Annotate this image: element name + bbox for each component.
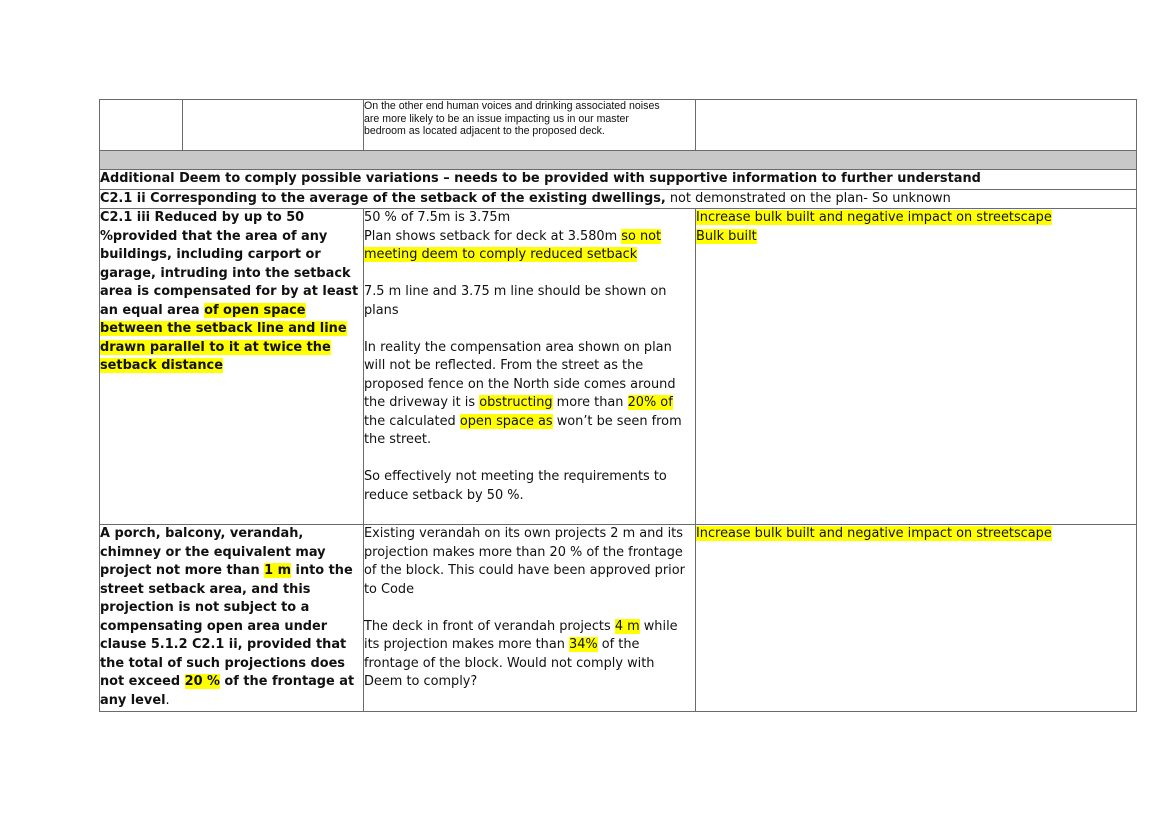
c21-ii-bold: C2.1 ii Corresponding to the average of the setback of the existing dwellings, [100,190,666,206]
c21-iii-criteria-text: C2.1 iii Reduced by up to 50 %provided that the area of any buildings, including carport or garage, intruding into the setback area is compensated for by at least an equal area [100,210,359,318]
noise-comment [364,100,696,151]
porch-row [100,525,1137,712]
grey-separator-row [100,151,1137,170]
porch-para2 [364,618,695,692]
c21-iii-para3 [364,339,695,450]
porch-para2-highlight-1: 4 m [614,618,640,634]
para3-text-a: In reality the compensation area shown on plan will not be reflected. From the street as the proposed fence on the North side comes around the driveway it is [364,339,676,410]
para3-text-d: won’t be seen from the street. [364,413,682,447]
porch-criteria-d: . [165,692,170,708]
para3-highlight-3: open space as [459,413,553,429]
porch-impact [696,525,1137,712]
c21-ii-row [100,189,1137,209]
porch-impact-highlight: Increase bulk built and negative impact on streetscape [696,526,1052,541]
porch-criteria [100,525,364,712]
empty-cell-b [183,100,364,151]
noise-line-3: bedroom as located adjacent to the proposed deck. [364,125,605,138]
additional-heading: Additional Deem to comply possible variations – needs to be provided with supportive information to further understand [100,170,1137,190]
c21-iii-line1: 50 % of 7.5m is 3.75m [364,210,511,225]
c21-iii-line2-text: Plan shows setback for deck at 3.580m [364,228,622,244]
porch-comment [364,525,696,712]
c21-iii-para4: So effectively not meeting the requirements to reduce setback by 50 %. [364,469,667,503]
porch-para2-a: The deck in front of verandah projects [364,618,615,634]
para3-text-b: more than [552,395,628,410]
noise-line-2: are more likely to be an issue impacting us in our master [364,112,629,125]
c21-iii-comment [364,209,696,525]
c21-iii-impact-line1 [696,209,1136,228]
c21-ii-cell [100,189,1137,209]
porch-para2-highlight-2: 34% [569,637,598,652]
porch-criteria-a: A porch, balcony, verandah, chimney or the equivalent may project not more than [100,526,326,578]
noise-line-1: On the other end human voices and drinking associated noises [364,100,660,112]
porch-para2-b: while its projection makes more than [364,618,678,652]
grey-band [100,151,1137,170]
porch-criteria-highlight-1: 1 m [264,563,292,578]
porch-para1: Existing verandah on its own projects 2 m and its projection makes more than 20 % of the frontage of the block. This could have been approved prior to Code [364,526,685,597]
c21-iii-para2: 7.5 m line and 3.75 m line should be shown on plans [364,284,667,318]
additional-heading-row [100,170,1137,190]
row-noise [100,100,1137,151]
empty-cell-a [100,100,183,151]
porch-criteria-c: of the frontage at any level [100,674,355,708]
c21-iii-criteria-highlight: of open space between the setback line and line drawn parallel to it at twice the setback distance [100,302,347,373]
c21-iii-row [100,209,1137,525]
c21-iii-criteria [100,209,364,525]
porch-criteria-b: into the street setback area, and this projection is not subject to a compensating open area under clause 5.1.2 C2.1 ii, provided that the total of such projections does not exceed [100,563,353,689]
c21-iii-impact-line2 [696,228,1136,247]
c21-iii-impact [696,209,1137,525]
porch-para2-c: of the frontage of the block. Would not comply with Deem to comply? [364,637,655,689]
c21-iii-line2-highlight: so not meeting deem to comply reduced setback [364,228,662,262]
c21-ii-normal: not demonstrated on the plan- So unknown [665,190,951,206]
c21-iii-impact-highlight-2: Bulk built [696,228,757,244]
empty-cell-c [696,100,1137,151]
c21-iii-line2 [364,228,695,265]
porch-criteria-highlight-2: 20 % [184,674,220,689]
para3-highlight-2: 20% of [627,395,673,410]
assessment-table [99,99,1137,712]
porch-impact-line1 [696,525,1136,544]
c21-iii-impact-highlight-1: Increase bulk built and negative impact on streetscape [696,210,1052,225]
para3-text-c: the calculated [364,413,460,429]
para3-highlight-1: obstructing [479,395,553,410]
